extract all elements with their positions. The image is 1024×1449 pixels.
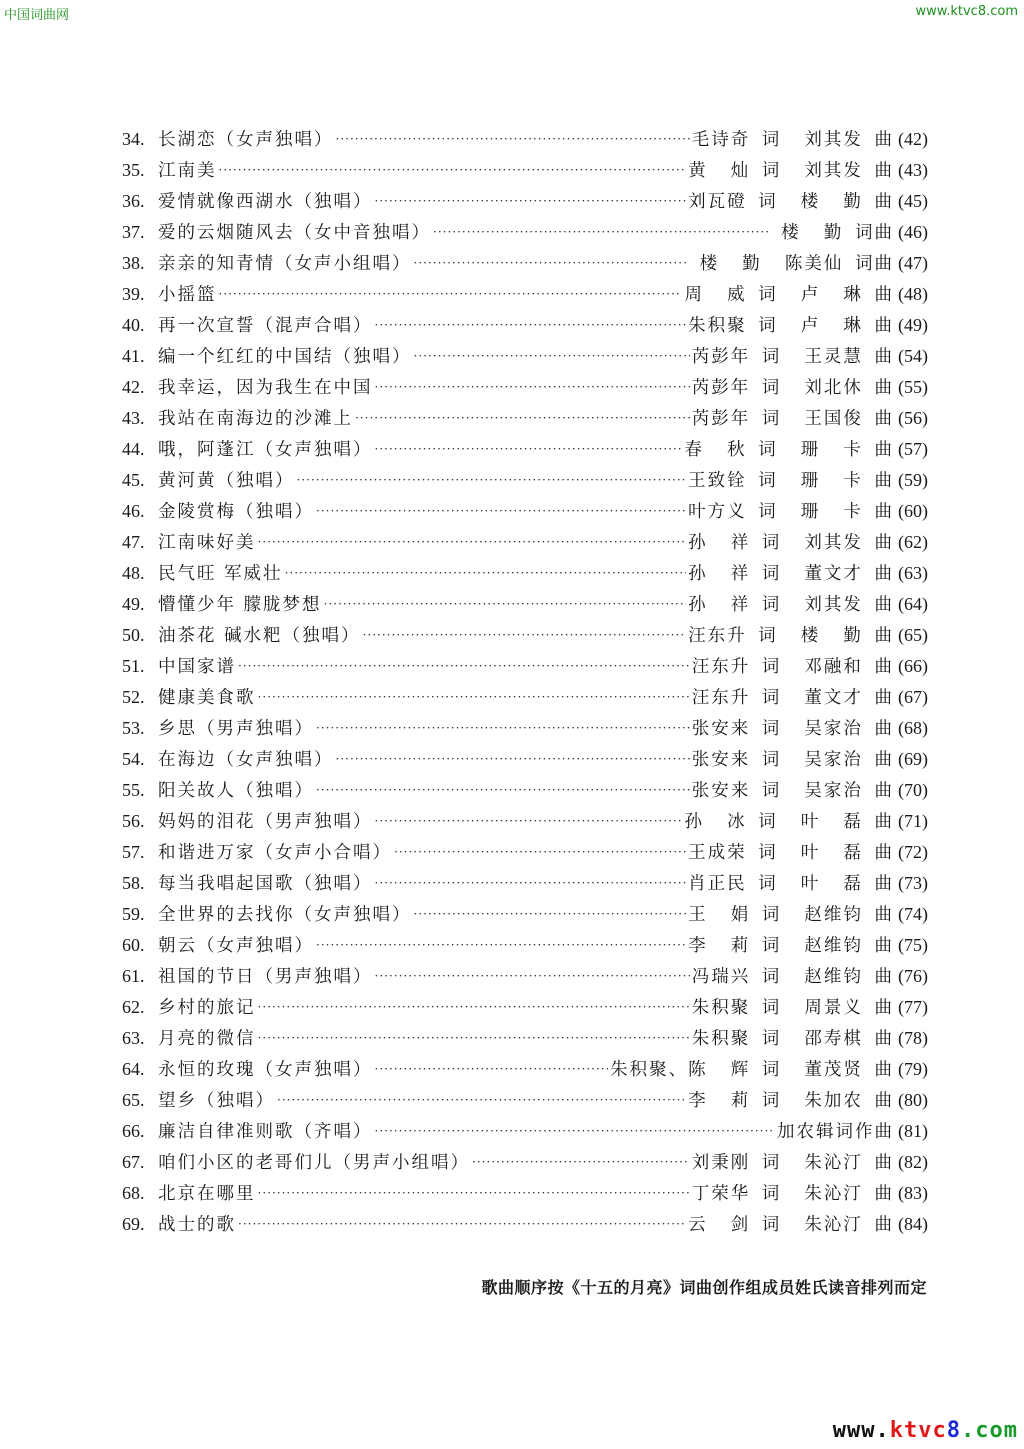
song-title: 祖国的节日（男声独唱） [158, 967, 373, 987]
entry-number: 55. [122, 780, 145, 800]
song-credits: 张安来 词 吴家治 曲 [691, 781, 894, 801]
entry-number: 45. [122, 470, 145, 490]
song-title: 黄河黄（独唱） [158, 471, 295, 491]
entry-number: 53. [122, 718, 145, 738]
dot-leader [219, 279, 683, 310]
song-title: 乡思（男声独唱） [158, 719, 314, 739]
song-credits: 周 威 词 卢 琳 曲 [684, 285, 894, 305]
page-number: (66) [898, 656, 928, 676]
toc-entry [122, 496, 928, 527]
song-title: 金陵赏梅（独唱） [158, 502, 314, 522]
song-title: 战士的歌 [158, 1215, 236, 1235]
entry-number: 68. [122, 1183, 145, 1203]
entry-number: 60. [122, 935, 145, 955]
dot-leader [316, 496, 686, 527]
song-title: 我站在南海边的沙滩上 [158, 409, 353, 429]
toc-entry [122, 403, 928, 434]
page-number: (69) [898, 749, 928, 769]
entry-number: 67. [122, 1152, 145, 1172]
song-title: 咱们小区的老哥们儿（男声小组唱） [158, 1153, 470, 1173]
dot-leader [375, 186, 687, 217]
song-credits: 孙 祥 词 刘其发 曲 [688, 533, 894, 553]
song-title: 江南味好美 [158, 533, 256, 553]
dot-leader [285, 558, 687, 589]
entry-number: 43. [122, 408, 145, 428]
entry-number: 46. [122, 501, 145, 521]
dot-leader [394, 837, 686, 868]
song-title: 我幸运，因为我生在中国 [158, 378, 373, 398]
entry-number: 57. [122, 842, 145, 862]
song-credits: 王成荣 词 叶 磊 曲 [688, 843, 894, 863]
ordering-note: 歌曲顺序按《十五的月亮》词曲创作组成员姓氏读音排列而定 [481, 1278, 927, 1297]
page-number: (70) [898, 780, 928, 800]
song-title: 江南美 [158, 161, 217, 181]
toc-entry [122, 310, 928, 341]
dot-leader [238, 651, 690, 682]
entry-number: 36. [122, 191, 145, 211]
toc-entry [122, 155, 928, 186]
song-title: 哦，阿蓬江（女声独唱） [158, 440, 373, 460]
entry-number: 49. [122, 594, 145, 614]
dot-leader [336, 744, 690, 775]
song-title: 全世界的去找你（女声独唱） [158, 905, 412, 925]
page-number: (60) [898, 501, 928, 521]
toc-entry [122, 341, 928, 372]
song-title: 长湖恋（女声独唱） [158, 130, 334, 150]
toc-entry [122, 1085, 928, 1116]
toc-entry [122, 713, 928, 744]
dot-leader [472, 1147, 690, 1178]
page-number: (83) [898, 1183, 928, 1203]
toc-entry [122, 434, 928, 465]
song-credits: 刘瓦磴 词 楼 勤 曲 [688, 192, 894, 212]
dot-leader [258, 527, 687, 558]
toc-entry [122, 186, 928, 217]
entry-number: 47. [122, 532, 145, 552]
page-number: (81) [898, 1121, 928, 1141]
toc-entry [122, 992, 928, 1023]
toc-entry [122, 1209, 928, 1240]
entry-number: 52. [122, 687, 145, 707]
dot-leader [355, 403, 690, 434]
entry-number: 41. [122, 346, 145, 366]
entry-number: 35. [122, 160, 145, 180]
dot-leader [277, 1085, 686, 1116]
dot-leader [316, 775, 690, 806]
table-of-contents [122, 124, 928, 1240]
page-number: (65) [898, 625, 928, 645]
toc-entry [122, 930, 928, 961]
song-title: 懵懂少年 朦胧梦想 [158, 595, 322, 615]
toc-entry [122, 837, 928, 868]
dot-leader [375, 310, 687, 341]
toc-entry [122, 775, 928, 806]
page-number: (63) [898, 563, 928, 583]
toc-entry [122, 899, 928, 930]
dot-leader [375, 806, 683, 837]
song-title: 永恒的玫瑰（女声独唱） [158, 1060, 373, 1080]
watermark-prefix: www. [832, 1418, 890, 1443]
dot-leader [297, 465, 687, 496]
song-credits: 春 秋 词 珊 卡 曲 [684, 440, 894, 460]
entry-number: 48. [122, 563, 145, 583]
entry-number: 62. [122, 997, 145, 1017]
page-number: (62) [898, 532, 928, 552]
toc-entry [122, 372, 928, 403]
toc-entry [122, 961, 928, 992]
watermark-logo [833, 1418, 1018, 1443]
song-credits: 冯瑞兴 词 赵维钧 曲 [691, 967, 894, 987]
dot-leader [414, 248, 687, 279]
toc-entry [122, 1054, 928, 1085]
song-credits: 黄 灿 词 刘其发 曲 [688, 161, 894, 181]
toc-entry [122, 527, 928, 558]
dot-leader [414, 899, 687, 930]
song-title: 爱的云烟随风去（女中音独唱） [158, 223, 431, 243]
song-title: 北京在哪里 [158, 1184, 256, 1204]
entry-number: 39. [122, 284, 145, 304]
toc-entry [122, 1023, 928, 1054]
toc-entry [122, 806, 928, 837]
song-credits: 加农辑词作曲 [777, 1122, 894, 1142]
entry-number: 64. [122, 1059, 145, 1079]
page-number: (71) [898, 811, 928, 831]
song-credits: 李 莉 词 朱加农 曲 [688, 1091, 894, 1111]
dot-leader [375, 434, 683, 465]
song-credits: 汪东升 词 楼 勤 曲 [688, 626, 894, 646]
song-credits: 朱积聚 词 卢 琳 曲 [688, 316, 894, 336]
song-credits: 张安来 词 吴家治 曲 [691, 719, 894, 739]
watermark-digit: 8 [946, 1418, 962, 1443]
entry-number: 42. [122, 377, 145, 397]
song-title: 月亮的微信 [158, 1029, 256, 1049]
dot-leader [363, 620, 687, 651]
page-number: (84) [898, 1214, 928, 1234]
entry-number: 54. [122, 749, 145, 769]
dot-leader [375, 372, 690, 403]
song-title: 朝云（女声独唱） [158, 936, 314, 956]
page-number: (59) [898, 470, 928, 490]
song-credits: 汪东升 词 邓融和 曲 [691, 657, 894, 677]
page-number: (56) [898, 408, 928, 428]
toc-entry [122, 1147, 928, 1178]
dot-leader [316, 713, 690, 744]
watermark-brand: ktvc [889, 1418, 947, 1443]
song-credits: 孙 祥 词 董文才 曲 [688, 564, 894, 584]
toc-entry [122, 1178, 928, 1209]
song-credits: 王致铨 词 珊 卡 曲 [688, 471, 894, 491]
dot-leader [375, 961, 690, 992]
page-number: (57) [898, 439, 928, 459]
page-number: (67) [898, 687, 928, 707]
page-number: (54) [898, 346, 928, 366]
page-number: (42) [898, 129, 928, 149]
song-title: 乡村的旅记 [158, 998, 256, 1018]
song-title: 亲亲的知青情（女声小组唱） [158, 254, 412, 274]
dot-leader [258, 1023, 690, 1054]
song-title: 民气旺 军威壮 [158, 564, 283, 584]
toc-entry [122, 465, 928, 496]
page-number: (45) [898, 191, 928, 211]
entry-number: 51. [122, 656, 145, 676]
page-number: (64) [898, 594, 928, 614]
dot-leader [219, 155, 687, 186]
page-number: (48) [898, 284, 928, 304]
song-credits: 芮彭年 词 刘北休 曲 [691, 378, 894, 398]
song-credits: 楼 勤 陈美仙 词曲 [688, 254, 894, 274]
dot-leader [316, 930, 686, 961]
entry-number: 50. [122, 625, 145, 645]
toc-entry [122, 1116, 928, 1147]
page-number: (46) [898, 222, 928, 242]
dot-leader [414, 341, 690, 372]
toc-entry [122, 682, 928, 713]
page-number: (47) [898, 253, 928, 273]
toc-entry [122, 868, 928, 899]
toc-entry [122, 651, 928, 682]
song-title: 小摇篮 [158, 285, 217, 305]
entry-number: 40. [122, 315, 145, 335]
dot-leader [324, 589, 687, 620]
toc-entry [122, 248, 928, 279]
song-title: 每当我唱起国歌（独唱） [158, 874, 373, 894]
page-number: (77) [898, 997, 928, 1017]
page-number: (80) [898, 1090, 928, 1110]
page-number: (74) [898, 904, 928, 924]
entry-number: 63. [122, 1028, 145, 1048]
song-credits: 云 剑 词 朱沁汀 曲 [688, 1215, 894, 1235]
page-number: (55) [898, 377, 928, 397]
dot-leader [336, 124, 690, 155]
page-number: (75) [898, 935, 928, 955]
entry-number: 59. [122, 904, 145, 924]
entry-number: 65. [122, 1090, 145, 1110]
toc-entry [122, 620, 928, 651]
song-title: 妈妈的泪花（男声独唱） [158, 812, 373, 832]
song-title: 健康美食歌 [158, 688, 256, 708]
page-number: (49) [898, 315, 928, 335]
entry-number: 44. [122, 439, 145, 459]
dot-leader [258, 682, 690, 713]
page-number: (72) [898, 842, 928, 862]
toc-entry [122, 558, 928, 589]
song-credits: 王 娟 词 赵维钧 曲 [688, 905, 894, 925]
toc-entry [122, 589, 928, 620]
dot-leader [375, 1116, 776, 1147]
song-credits: 朱积聚 词 周景义 曲 [691, 998, 894, 1018]
page-number: (73) [898, 873, 928, 893]
song-title: 再一次宣誓（混声合唱） [158, 316, 373, 336]
song-title: 在海边（女声独唱） [158, 750, 334, 770]
song-credits: 朱积聚、陈 辉 词 董茂贤 曲 [610, 1060, 894, 1080]
page-number: (78) [898, 1028, 928, 1048]
song-title: 中国家谱 [158, 657, 236, 677]
song-credits: 汪东升 词 董文才 曲 [691, 688, 894, 708]
dot-leader [258, 992, 690, 1023]
song-credits: 孙 冰 词 叶 磊 曲 [684, 812, 894, 832]
dot-leader [375, 1054, 609, 1085]
song-credits: 芮彭年 词 王国俊 曲 [691, 409, 894, 429]
site-name: 中国词曲网 [4, 8, 70, 23]
song-title: 廉洁自律准则歌（齐唱） [158, 1122, 373, 1142]
entry-number: 58. [122, 873, 145, 893]
entry-number: 61. [122, 966, 145, 986]
song-credits: 毛诗奇 词 刘其发 曲 [691, 130, 894, 150]
song-title: 和谐进万家（女声小合唱） [158, 843, 392, 863]
page-number: (82) [898, 1152, 928, 1172]
dot-leader [433, 217, 768, 248]
song-title: 阳关故人（独唱） [158, 781, 314, 801]
entry-number: 37. [122, 222, 145, 242]
song-credits: 楼 勤 词曲 [769, 223, 894, 243]
song-credits: 朱积聚 词 邵寿棋 曲 [691, 1029, 894, 1049]
page-number: (76) [898, 966, 928, 986]
entry-number: 69. [122, 1214, 145, 1234]
entry-number: 56. [122, 811, 145, 831]
song-credits: 芮彭年 词 王灵慧 曲 [691, 347, 894, 367]
dot-leader [238, 1209, 686, 1240]
dot-leader [258, 1178, 690, 1209]
song-credits: 张安来 词 吴家治 曲 [691, 750, 894, 770]
entry-number: 34. [122, 129, 145, 149]
song-title: 编一个红红的中国结（独唱） [158, 347, 412, 367]
song-credits: 李 莉 词 赵维钧 曲 [688, 936, 894, 956]
song-title: 望乡（独唱） [158, 1091, 275, 1111]
page-number: (79) [898, 1059, 928, 1079]
song-credits: 孙 祥 词 刘其发 曲 [688, 595, 894, 615]
song-credits: 叶方义 词 珊 卡 曲 [688, 502, 894, 522]
toc-entry [122, 744, 928, 775]
song-credits: 丁荣华 词 朱沁汀 曲 [691, 1184, 894, 1204]
page-number: (43) [898, 160, 928, 180]
toc-entry [122, 279, 928, 310]
watermark-suffix: .com [961, 1418, 1018, 1443]
song-credits: 刘秉刚 词 朱沁汀 曲 [691, 1153, 894, 1173]
toc-entry [122, 217, 928, 248]
toc-entry [122, 124, 928, 155]
song-title: 油茶花 碱水粑（独唱） [158, 626, 361, 646]
dot-leader [375, 868, 687, 899]
entry-number: 38. [122, 253, 145, 273]
entry-number: 66. [122, 1121, 145, 1141]
song-credits: 肖正民 词 叶 磊 曲 [688, 874, 894, 894]
site-url: www.ktvc8.com [915, 4, 1018, 19]
page-number: (68) [898, 718, 928, 738]
song-title: 爱情就像西湖水（独唱） [158, 192, 373, 212]
